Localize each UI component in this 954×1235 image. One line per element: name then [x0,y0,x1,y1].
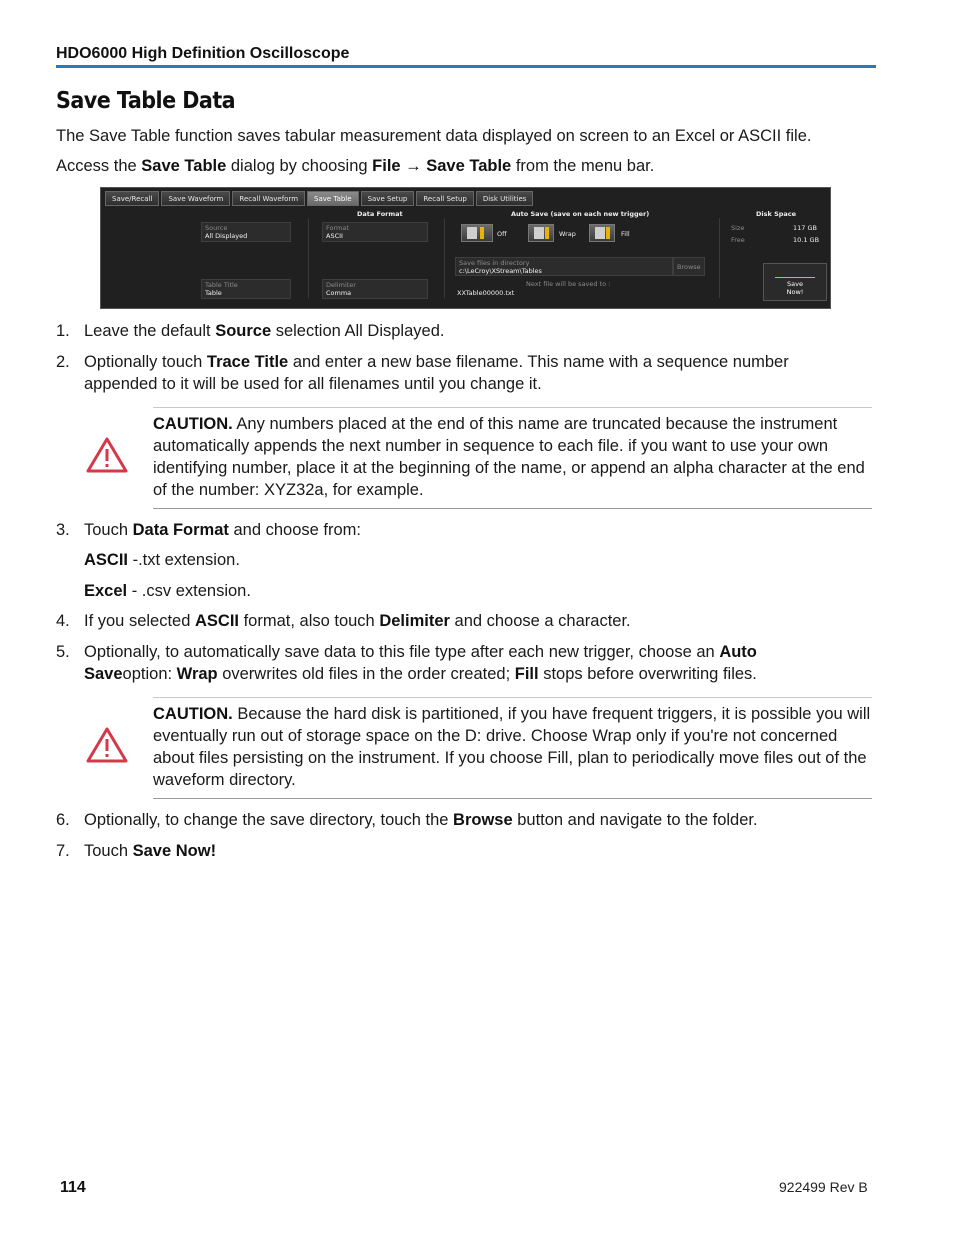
document-number: 922499 Rev B [779,1179,868,1195]
save-table-dialog-screenshot [100,187,831,309]
next-file-value: XXTable00000.txt [457,289,515,297]
browse-button[interactable]: Browse [673,257,705,276]
warning-triangle-icon [86,727,128,763]
step-number: 7. [56,842,70,860]
size-value: 117 GB [793,224,817,232]
format-option-excel: Excel - .csv extension. [84,582,251,600]
wrap-label: Wrap [559,230,576,238]
fill-icon [606,227,610,239]
access-paragraph: Access the Save Table dialog by choosing File → Save Table from the menu bar. [56,157,655,175]
step-3-text: Touch Data Format and choose from: [84,521,361,539]
tab-recall-waveform[interactable]: Recall Waveform [232,191,305,206]
separator [444,218,445,298]
data-format-title: Data Format [357,210,403,218]
next-file-label: Next file will be saved to : [526,280,611,288]
running-header: HDO6000 High Definition Oscilloscope [56,45,350,62]
step-6-text: Optionally, to change the save directory, touch the Browse button and navigate to the folder. [84,811,758,829]
disk-space-title: Disk Space [756,210,797,218]
free-label: Free [731,236,745,244]
section-title: Save Table Data [56,88,236,114]
source-field[interactable]: Source All Displayed [201,222,291,242]
step-number: 5. [56,643,70,661]
table-title-field[interactable]: Table Title Table [201,279,291,299]
free-value: 10.1 GB [793,236,820,244]
save-now-button[interactable]: Save Now! [763,263,827,301]
caution-text: CAUTION. Because the hard disk is partitioned, if you have frequent triggers, it is possible you will eventually run out of storage space on the D: drive. Choose Wrap only if you're not concerned about files persisting on the instrument. If you choose Fill, plan to periodically move files out of the waveform directory. [153,705,871,789]
tab-save-setup[interactable]: Save Setup [361,191,415,206]
format-option-ascii: ASCII -.txt extension. [84,551,240,569]
directory-field[interactable]: Save files in directory c:\LeCroy\XStream\Tables [455,257,673,276]
delimiter-field[interactable]: Delimiter Comma [322,279,428,299]
auto-save-off-button[interactable] [461,224,493,242]
step-number: 1. [56,322,70,340]
disk-icon [534,227,544,239]
arrow-icon [480,227,484,239]
header-rule [56,65,876,68]
step-2-text-line2: appended to it will be used for all filenames until you change it. [84,375,542,393]
step-2-text: Optionally touch Trace Title and enter a new base filename. This name with a sequence number [84,353,789,371]
caution-box [153,697,872,799]
wrap-icon [545,227,549,239]
disk-icon [467,227,477,239]
step-5-text: Optionally, to automatically save data to this file type after each new trigger, choose an Auto [84,643,757,661]
fill-label: Fill [621,230,630,238]
disk-icon [595,227,605,239]
tab-save-table[interactable]: Save Table [307,191,359,206]
auto-save-fill-button[interactable] [589,224,615,242]
step-7-text: Touch Save Now! [84,842,217,860]
tab-save-recall[interactable]: Save/Recall [105,191,159,206]
auto-save-title: Auto Save (save on each new trigger) [511,210,650,218]
step-4-text: If you selected ASCII format, also touch Delimiter and choose a character. [84,612,631,630]
auto-save-wrap-button[interactable] [528,224,554,242]
intro-paragraph: The Save Table function saves tabular measurement data displayed on screen to an Excel or ASCII file. [56,127,812,145]
tab-disk-utilities[interactable]: Disk Utilities [476,191,534,206]
off-label: Off [497,230,507,238]
step-number: 4. [56,612,70,630]
step-number: 6. [56,811,70,829]
step-1-text: Leave the default Source selection All Displayed. [84,322,445,340]
step-5-text-line2: Saveoption: Wrap overwrites old files in the order created; Fill stops before overwriting files. [84,665,757,683]
separator [719,218,720,298]
warning-triangle-icon [86,437,128,473]
tab-recall-setup[interactable]: Recall Setup [416,191,473,206]
step-number: 3. [56,521,70,539]
caution-box [153,407,872,509]
page-number: 114 [60,1179,86,1196]
dialog-tabs [105,191,533,206]
size-label: Size [731,224,745,232]
caution-text: CAUTION. Any numbers placed at the end of this name are truncated because the instrument automatically appends the next number in sequence to each file. if you want to use your own identifying number, place it at the beginning of the name, or append an alpha character at the end of the number: XYZ32a, for example. [153,415,865,499]
step-number: 2. [56,353,70,371]
separator [308,218,309,298]
tab-save-waveform[interactable]: Save Waveform [161,191,230,206]
format-field[interactable]: Format ASCII [322,222,428,242]
waveform-icon [775,268,815,278]
